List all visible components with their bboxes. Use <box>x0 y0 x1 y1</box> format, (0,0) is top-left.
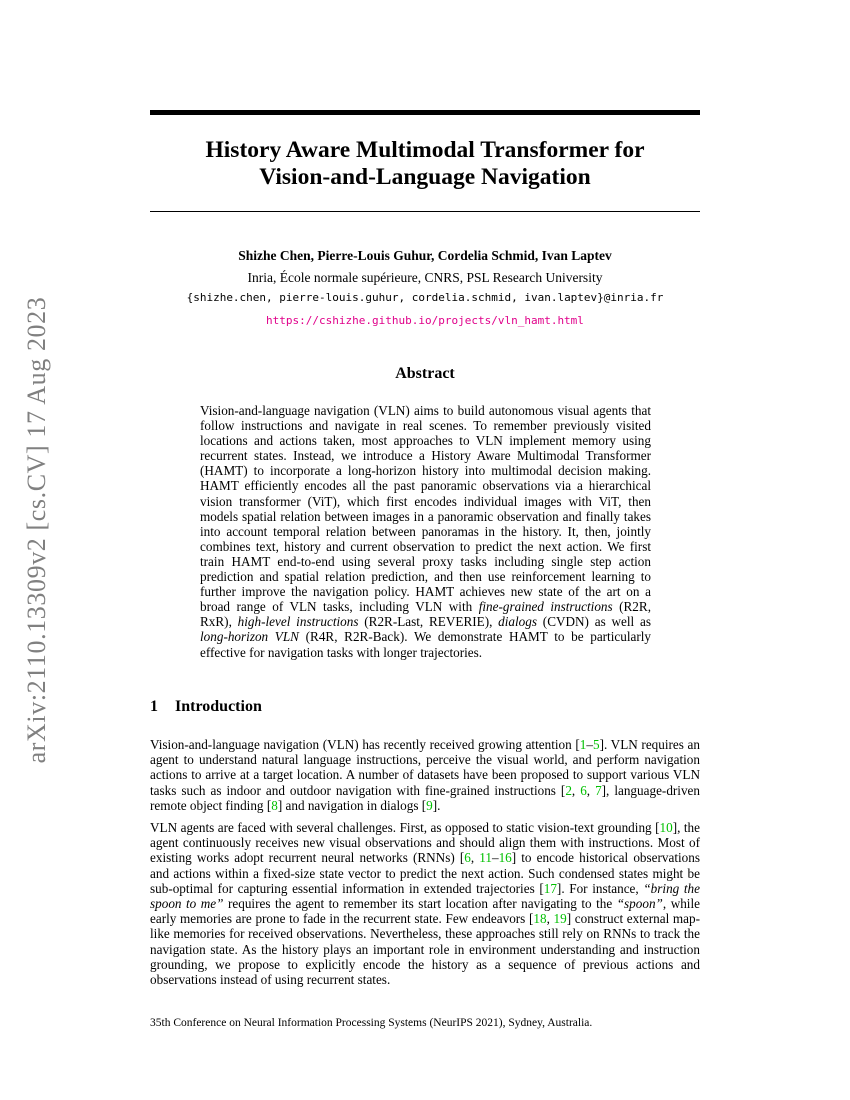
title-line-2: Vision-and-Language Navigation <box>259 164 591 190</box>
abstract-text: (CVDN) as well as <box>537 614 651 630</box>
body-text: , <box>571 782 581 798</box>
citation-link[interactable]: 9 <box>426 797 433 813</box>
abstract-body <box>200 403 651 660</box>
body-text: , <box>470 850 480 866</box>
citation-link[interactable]: 17 <box>543 880 557 896</box>
body-text: – <box>491 850 499 866</box>
title-line-1: History Aware Multimodal Transformer for <box>205 137 645 163</box>
section-number: 1 <box>150 698 158 715</box>
abstract-text: (R2R, RxR), <box>200 599 651 630</box>
body-text: requires the agent to remember its start location after navigating to the <box>223 896 617 912</box>
intro-paragraph-1 <box>150 737 700 813</box>
body-text: ] construct external map-like memories for received observations. Nevertheless, these approaches still rely on RNNs to track the navigation state. As the history plays an important role in environment understanding and instruction grounding, we propose to explicitly encode the history as a sequence of previous actions and observations instead of using recurrent states. <box>150 911 701 988</box>
paper-title <box>150 137 700 191</box>
citation-link[interactable]: 18 <box>533 911 547 927</box>
citation-link[interactable]: 8 <box>271 797 278 813</box>
body-text: ]. VLN requires an agent to understand natural language instructions, perceive the visual world, and perform navigation actions to arrive at a target location. A number of datasets have been proposed to support various VLN tasks such as indoor and outdoor navigation with fine-grained instructions [ <box>150 737 700 798</box>
abstract-heading: Abstract <box>395 365 455 382</box>
body-text: , while early memories are prone to fade in the recurrent state. Few endeavors [ <box>150 896 700 927</box>
venue-footnote: 35th Conference on Neural Information Processing Systems (NeurIPS 2021), Sydney, Australia. <box>150 1017 593 1029</box>
section-title: Introduction <box>175 698 262 715</box>
title-bottom-rule <box>150 211 700 212</box>
abstract-emphasis: dialogs <box>498 614 538 630</box>
project-link[interactable]: https://cshizhe.github.io/projects/vln_hamt.html <box>266 314 584 327</box>
title-top-rule <box>150 110 700 115</box>
arxiv-identifier[interactable]: arXiv:2110.13309v2 [cs.CV] 17 Aug 2023 <box>22 296 51 764</box>
abstract-text: Vision-and-language navigation (VLN) aims to build autonomous visual agents that follow instructions and navigate in real scenes. To remember previously visited locations and actions taken, most approaches to VLN implement memory using recurrent states. Instead, we introduce a History Aware Multimodal Transformer (HAMT) to incorporate a long-horizon history into multimodal decision making. HAMT efficiently encodes all the past panoramic observations via a hierarchical vision transformer (ViT), which first encodes individual images with ViT, then models spatial relation between images in a panoramic observation and finally takes into account temporal relation between panoramas in the history. It, then, jointly combines text, history and current observation to predict the next action. We first train HAMT end-to-end using several proxy tasks including single step action prediction and spatial relation prediction, and then use reinforcement learning to further improve the navigation policy. HAMT achieves new state of the art on a broad range of VLN tasks, including VLN with <box>200 403 651 615</box>
body-text: , <box>546 911 554 927</box>
body-text: ]. <box>432 797 441 813</box>
citation-link[interactable]: 2 <box>565 782 572 798</box>
abstract-emphasis: high-level instructions <box>237 614 359 630</box>
body-text: Vision-and-language navigation (VLN) has recently received growing attention [ <box>150 737 580 752</box>
body-text: ] and navigation in dialogs [ <box>277 797 427 813</box>
citation-link[interactable]: 6 <box>464 850 471 866</box>
body-text: ], language-driven remote object finding [ <box>150 782 701 813</box>
abstract-text: (R4R, R2R-Back). We demonstrate HAMT to be particularly effective for navigation tasks with longer trajectories. <box>200 629 651 660</box>
quoted-example: “bring the spoon to me” <box>150 880 700 912</box>
abstract-emphasis: fine-grained instructions <box>478 599 613 615</box>
body-text: VLN agents are faced with several challenges. First, as opposed to static vision-text grounding [ <box>150 820 660 835</box>
section-heading <box>150 698 262 716</box>
citation-link[interactable]: 7 <box>595 782 602 798</box>
citation-link[interactable]: 11 <box>479 850 492 866</box>
citation-link[interactable]: 19 <box>553 911 567 927</box>
affiliation: Inria, École normale supérieure, CNRS, PSL Research University <box>247 270 603 285</box>
abstract-emphasis: long-horizon VLN <box>200 629 299 645</box>
author-emails: {shizhe.chen, pierre-louis.guhur, cordelia.schmid, ivan.laptev}@inria.fr <box>186 291 664 304</box>
quoted-example: “spoon” <box>616 896 663 912</box>
abstract-text: (R2R-Last, REVERIE), <box>358 614 499 630</box>
citation-link[interactable]: 10 <box>659 820 673 835</box>
body-text: – <box>586 737 593 752</box>
citation-link[interactable]: 16 <box>498 850 512 866</box>
citation-link[interactable]: 6 <box>580 782 587 798</box>
body-text: ]. For instance, <box>556 880 644 896</box>
body-text: ], the agent continuously receives new visual observations and should align them with instructions. Most of existing works adopt recurrent neural networks (RNNs) [ <box>150 820 700 866</box>
intro-paragraph-2 <box>150 820 700 987</box>
body-text: ] to encode historical observations and actions within a fixed-size state vector to predict the next action. Such condensed states might be sub-optimal for capturing essential information in extended trajectories [ <box>150 850 700 896</box>
citation-link[interactable]: 5 <box>592 737 600 752</box>
body-text: , <box>586 782 596 798</box>
author-list: Shizhe Chen, Pierre-Louis Guhur, Cordelia Schmid, Ivan Laptev <box>238 248 612 263</box>
citation-link[interactable]: 1 <box>579 737 587 752</box>
